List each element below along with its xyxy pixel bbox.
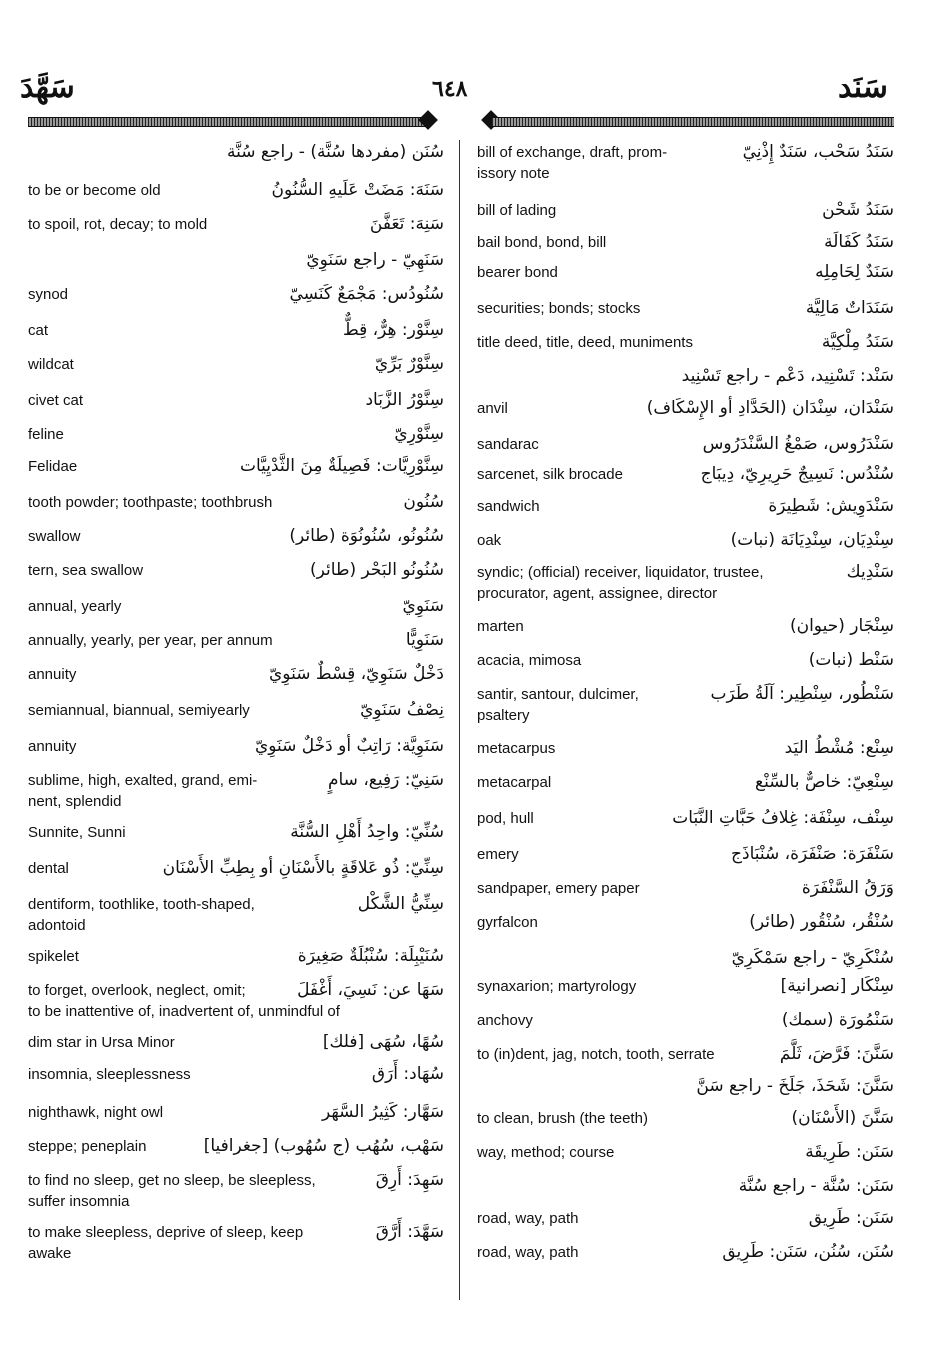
english-gloss: wildcat (28, 356, 74, 373)
english-gloss-continuation: nent, splendid (28, 793, 122, 810)
english-gloss: sandarac (477, 436, 539, 453)
arabic-headword: سَهَّدَ: أَرَّقَ (375, 1222, 444, 1242)
header-guide-word-right: سَنَد (838, 70, 888, 105)
english-gloss: acacia, mimosa (477, 652, 582, 669)
arabic-headword: سِنَّوْرِيَّات: فَصِيلَةٌ مِنَ الثَّدْيِيَّات (239, 456, 444, 476)
arabic-headword: سِنْع: مُشْطُ اليَد (784, 738, 894, 758)
arabic-headword: سِنِّيُّ الشَّكْل (357, 894, 444, 914)
english-gloss: oak (477, 532, 502, 549)
arabic-headword: سَنَهَ: مَضَتْ عَلَيهِ السُّنُونُ (271, 180, 444, 200)
arabic-headword: سَهْب، سُهُب (ج سُهُوب) [جغرافيا] (203, 1136, 444, 1156)
english-gloss: swallow (28, 528, 81, 545)
english-gloss: spikelet (28, 948, 79, 965)
english-gloss: annuity (28, 666, 77, 683)
english-gloss: dentiform, toothlike, tooth-shaped, (28, 896, 255, 913)
english-gloss: tooth powder; toothpaste; toothbrush (28, 494, 273, 511)
arabic-headword: سَنَّنَ: فَرَّضَ، ثَلَّمَ (779, 1044, 894, 1064)
english-gloss: marten (477, 618, 524, 635)
arabic-headword: سَنَهِيّ - راجع سَنَوِيّ (306, 250, 444, 270)
english-gloss: metacarpus (477, 740, 556, 757)
english-gloss: to spoil, rot, decay; to mold (28, 216, 208, 233)
arabic-headword: سَنَوِيَّة: رَاتِبٌ أو دَخْلٌ سَنَوِيّ (254, 736, 444, 756)
english-gloss: sublime, high, exalted, grand, emi- (28, 772, 258, 789)
english-gloss: semiannual, biannual, semiyearly (28, 702, 250, 719)
arabic-headword: سِنَّوْرِيّ (394, 424, 444, 444)
english-gloss-continuation: to be inattentive of, inadvertent of, unmindful of (28, 1003, 340, 1020)
header-rule-left (28, 117, 426, 127)
english-gloss: emery (477, 846, 519, 863)
english-gloss-continuation: psaltery (477, 707, 530, 724)
arabic-headword: سُنَن، سُنُن، سَنَن: طَرِيق (722, 1242, 894, 1262)
arabic-headword: نِصْفُ سَنَوِيّ (360, 700, 444, 720)
arabic-headword: سَنَوِيًّا (405, 630, 444, 650)
arabic-headword: سِنَّوْرُ الزَّبَاد (365, 390, 444, 410)
arabic-headword: سَنَن: سُنَّة - راجع سُنَّة (738, 1176, 894, 1196)
english-gloss: bill of exchange, draft, prom- (477, 144, 668, 161)
english-gloss: to clean, brush (the teeth) (477, 1110, 648, 1127)
arabic-headword: سِنْعِيّ: خاصٌّ بالسِّنْع (755, 772, 894, 792)
arabic-headword: سَنَدٌ لِحَامِلِه (815, 262, 894, 282)
arabic-headword: سُنَن (مفردها سُنَّة) - راجع سُنَّة (227, 142, 444, 162)
english-gloss: steppe; peneplain (28, 1138, 147, 1155)
english-gloss-continuation: adontoid (28, 917, 86, 934)
english-gloss: pod, hull (477, 810, 534, 827)
arabic-headword: سُنَيْبِلَة: سُنْبُلَةٌ صَغِيرَة (297, 946, 444, 966)
english-gloss-continuation: awake (28, 1245, 72, 1262)
english-gloss: dental (28, 860, 69, 877)
arabic-headword: سُنُونُو البَحْر (طائر) (310, 560, 444, 580)
page-number: ٦٤٨ (432, 76, 468, 102)
english-gloss: title deed, title, deed, muniments (477, 334, 693, 351)
arabic-headword: سَنَدُ سَحْب، سَنَدٌ إِذْنِيّ (742, 142, 894, 162)
english-gloss: insomnia, sleeplessness (28, 1066, 191, 1083)
arabic-headword: سَنْدَان، سِنْدَان (الحَدَّادِ أو الإِسْكَاف) (646, 398, 894, 418)
arabic-headword: سُنُودُس: مَجْمَعٌ كَنَسِيّ (289, 284, 444, 304)
arabic-headword: سَنَوِيّ (402, 596, 444, 616)
english-gloss: syndic; (official) receiver, liquidator, trustee, (477, 564, 764, 581)
english-gloss: to (in)dent, jag, notch, tooth, serrate (477, 1046, 715, 1063)
english-gloss: Sunnite, Sunni (28, 824, 126, 841)
english-gloss: cat (28, 322, 49, 339)
english-gloss: feline (28, 426, 64, 443)
english-gloss: sandpaper, emery paper (477, 880, 640, 897)
english-gloss: bail bond, bond, bill (477, 234, 607, 251)
english-gloss: Felidae (28, 458, 78, 475)
arabic-headword: سُنِّيّ: واحِدُ أَهْلِ السُّنَّة (290, 822, 444, 842)
english-gloss: bearer bond (477, 264, 558, 281)
english-gloss: nighthawk, night owl (28, 1104, 164, 1121)
arabic-headword: سَنِهَ: تَعَفَّنَ (369, 214, 444, 234)
arabic-headword: سَنْدِيك (846, 562, 894, 582)
english-gloss: synod (28, 286, 69, 303)
header-rule-right (492, 117, 894, 127)
arabic-headword: سَنَن: طَرِيق (808, 1208, 894, 1228)
arabic-headword: سَنِيّ: رَفِيع، سامٍ (327, 770, 444, 790)
arabic-headword: سُنْدُس: نَسِيجٌ حَرِيرِيّ، دِيبَاج (700, 464, 894, 484)
english-gloss: bill of lading (477, 202, 557, 219)
english-gloss: way, method; course (477, 1144, 615, 1161)
arabic-headword: سَنَدُ شَحْن (822, 200, 894, 220)
english-gloss: annually, yearly, per year, per annum (28, 632, 273, 649)
arabic-headword: سَنْمُورَة (سمك) (781, 1010, 894, 1030)
english-gloss: sandwich (477, 498, 540, 515)
arabic-headword: دَخْلٌ سَنَوِيّ، قِسْطٌ سَنَوِيّ (268, 664, 444, 684)
arabic-headword: سُنُون (403, 492, 444, 512)
arabic-headword: سِنِّيّ: ذُو عَلاقَةٍ بالأَسْنَانِ أو بِطِبِّ الأَسْنَان (162, 858, 444, 878)
english-gloss: anvil (477, 400, 508, 417)
header-guide-word-left: سَهَّدَ (20, 70, 75, 105)
english-gloss-continuation: procurator, agent, assignee, director (477, 585, 718, 602)
english-gloss: to make sleepless, deprive of sleep, keep (28, 1224, 304, 1241)
arabic-headword: سِنَّوْر: هِرٌّ، قِطٌّ (343, 320, 444, 340)
arabic-headword: سَنْفَرَة: صَنْفَرَة، سُنْبَاذَج (731, 844, 894, 864)
english-gloss: securities; bonds; stocks (477, 300, 641, 317)
arabic-headword: سَنَن: طَرِيقَة (805, 1142, 894, 1162)
english-gloss: to be or become old (28, 182, 161, 199)
english-gloss: annuity (28, 738, 77, 755)
arabic-headword: سَنَدُ مِلْكِيَّة (821, 332, 894, 352)
arabic-headword: سَنْط (نبات) (808, 650, 894, 670)
arabic-headword: سِنْف، سِنْفَة: غِلافُ حَبَّاتِ النَّبَات (672, 808, 894, 828)
english-gloss: civet cat (28, 392, 84, 409)
arabic-headword: سُهَاد: أَرَق (371, 1064, 444, 1084)
arabic-headword: سَهَّار: كَثِيرُ السَّهَر (321, 1102, 444, 1122)
arabic-headword: سَنَدُ كَفَالَة (824, 232, 894, 252)
arabic-headword: سَهَا عن: نَسِيَ، أَغْفَلَ (297, 980, 444, 1000)
arabic-headword: سُنُونُو، سُنُونُوَة (طائر) (289, 526, 444, 546)
arabic-headword: سَنَّنَ: شَحَذَ، جَلَخَ - راجع سَنَّ (696, 1076, 894, 1096)
english-gloss: road, way, path (477, 1244, 579, 1261)
arabic-headword: سِنْكَار [نصرانية] (780, 976, 894, 996)
arabic-headword: سَنْدَوِيش: شَطِيرَة (768, 496, 894, 516)
arabic-headword: سَنْد: تَسْنِيد، دَعْم - راجع تَسْنِيد (681, 366, 894, 386)
arabic-headword: سَنَدَاتٌ مَالِيَّة (805, 298, 894, 318)
english-gloss: tern, sea swallow (28, 562, 144, 579)
english-gloss: metacarpal (477, 774, 552, 791)
arabic-headword: سَنْطُور، سِنْطِير: آلَةُ طَرَب (710, 684, 894, 704)
arabic-headword: سَهِدَ: أَرِقَ (375, 1170, 444, 1190)
english-gloss: to find no sleep, get no sleep, be sleepless, (28, 1172, 316, 1189)
english-gloss: road, way, path (477, 1210, 579, 1227)
english-gloss: gyrfalcon (477, 914, 538, 931)
english-gloss: anchovy (477, 1012, 533, 1029)
english-gloss-continuation: issory note (477, 165, 550, 182)
arabic-headword: سُنْكَرِيّ - راجع سَمْكَرِيّ (731, 948, 894, 968)
arabic-headword: وَرَقُ السَّنْفَرَة (801, 878, 894, 898)
arabic-headword: سَنْدَرُوس، صَمْغُ السَّنْدَرُوس (702, 434, 894, 454)
arabic-headword: سِنْجَار (حيوان) (789, 616, 894, 636)
arabic-headword: سُنْقُر، سُنْقُور (طائر) (749, 912, 894, 932)
english-gloss: sarcenet, silk brocade (477, 466, 623, 483)
english-gloss: dim star in Ursa Minor (28, 1034, 175, 1051)
english-gloss: synaxarion; martyrology (477, 978, 637, 995)
english-gloss-continuation: suffer insomnia (28, 1193, 130, 1210)
arabic-headword: سِنَّوْرٌ بَرِّيّ (374, 354, 444, 374)
english-gloss: to forget, overlook, neglect, omit; (28, 982, 246, 999)
column-divider (459, 140, 460, 1300)
english-gloss: annual, yearly (28, 598, 122, 615)
arabic-headword: سِنْدِيَان، سِنْدِيَانَة (نبات) (730, 530, 894, 550)
arabic-headword: سُهًا، سُهَى [فلك] (322, 1032, 444, 1052)
arabic-headword: سَنَّنَ (الأَسْنَان) (791, 1108, 894, 1128)
english-gloss: santir, santour, dulcimer, (477, 686, 639, 703)
